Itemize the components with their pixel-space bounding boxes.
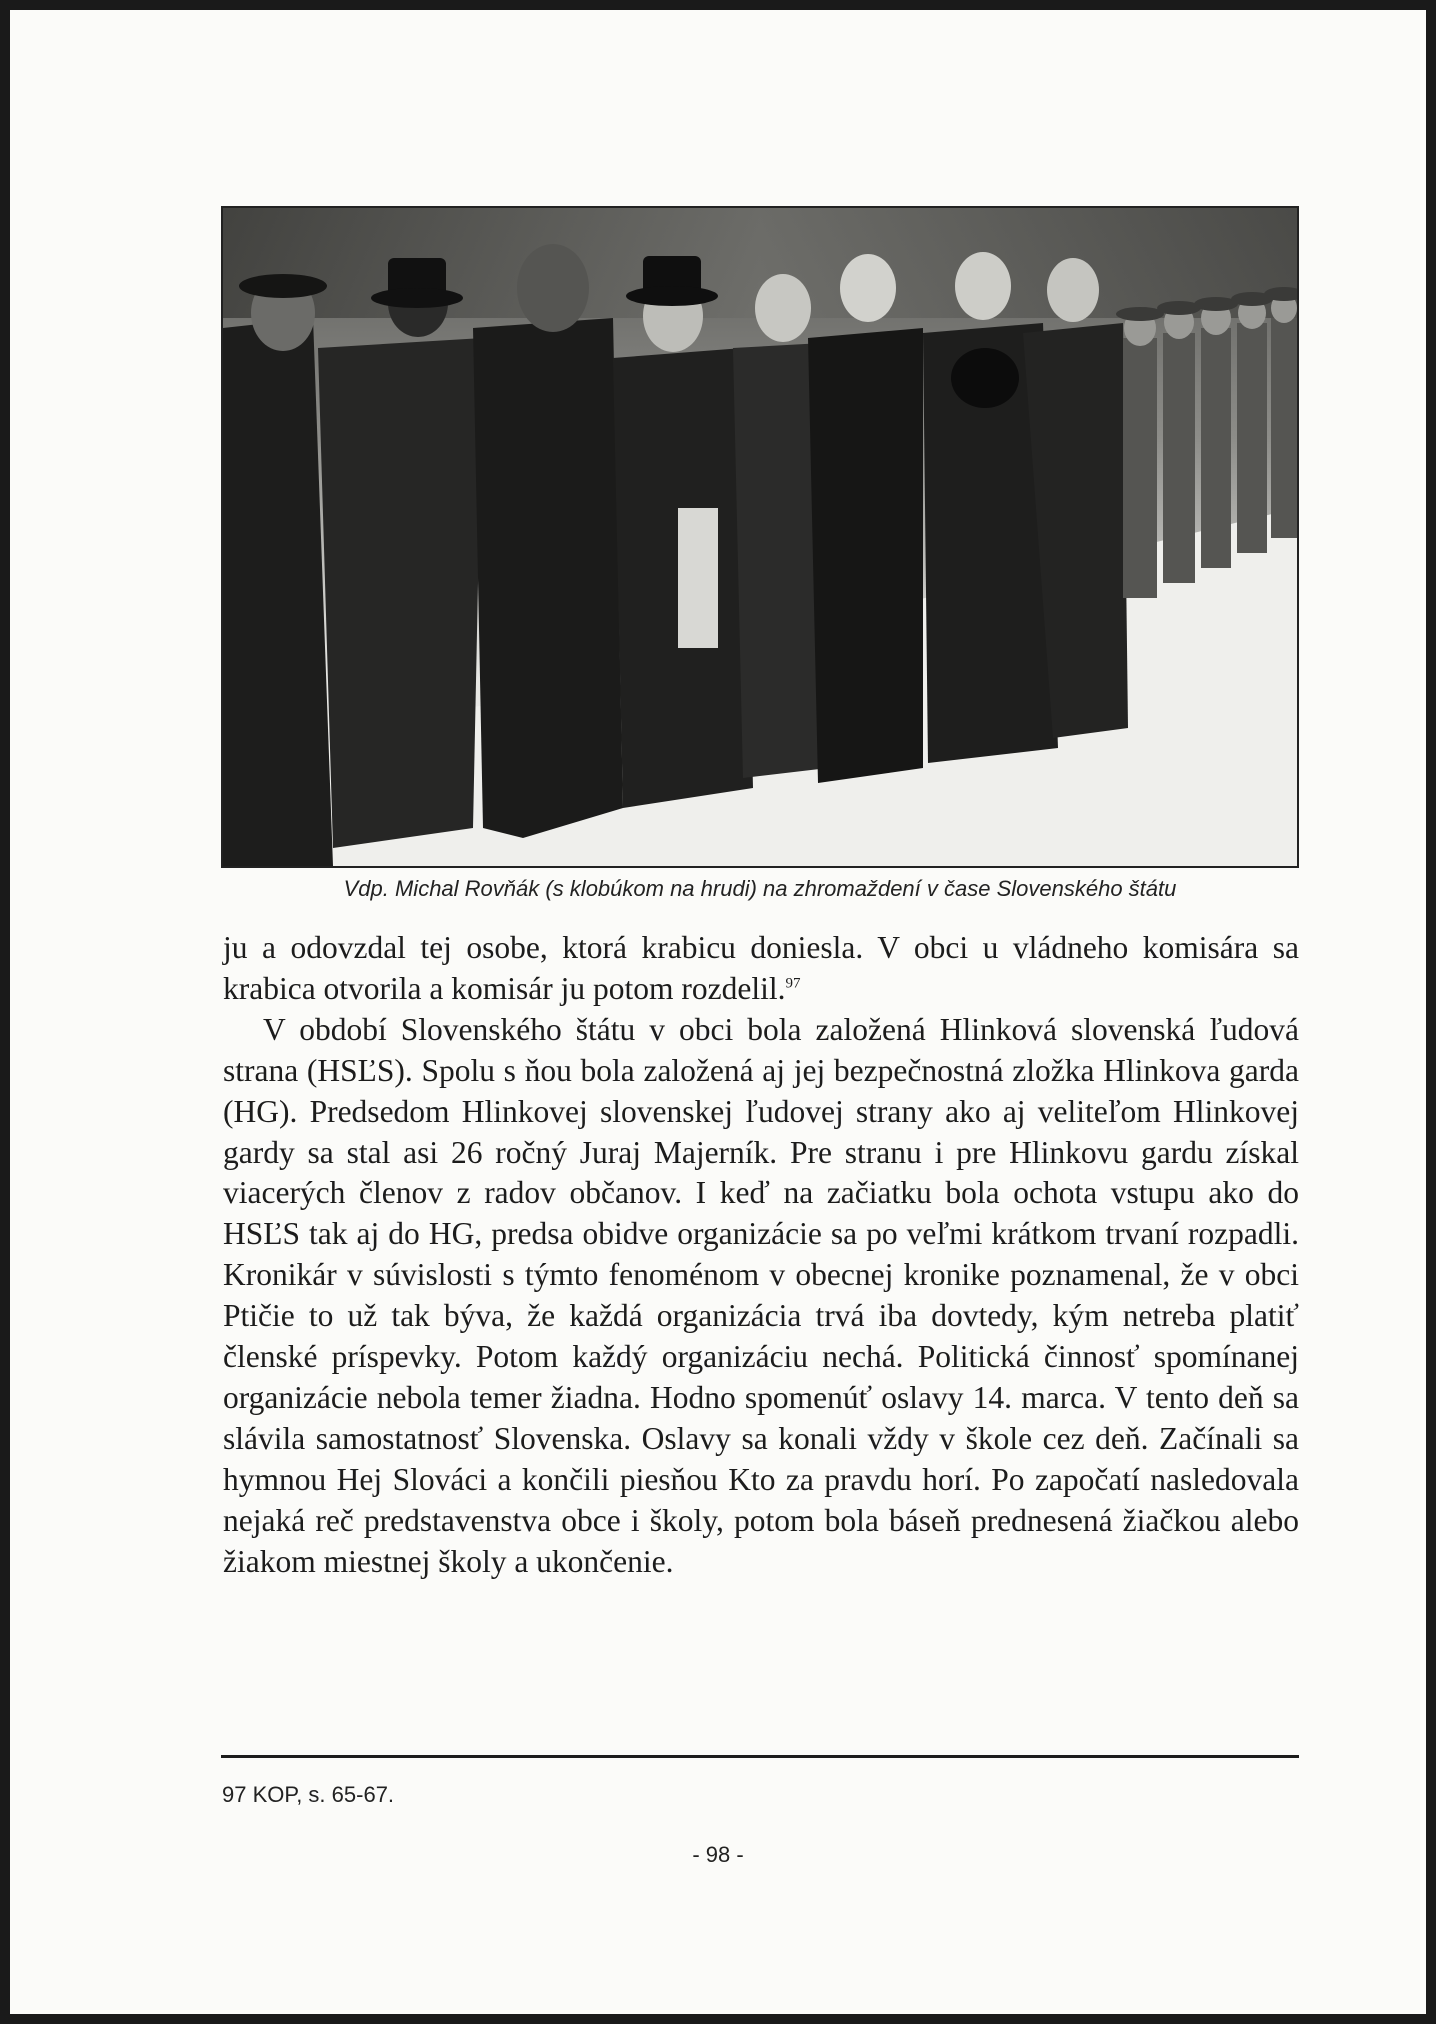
photo-caption: Vdp. Michal Rovňák (s klobúkom na hrudi) na zhromaždení v čase Slovenského štátu <box>343 876 1177 901</box>
body-text <box>223 928 1299 1583</box>
footnote-reference: 97 <box>785 975 801 992</box>
footnote: 97 KOP, s. 65-67. <box>222 1782 395 1807</box>
paragraph-2: V období Slovenského štátu v obci bola založená Hlinková slovenská ľudová strana (HSĽS). Spolu s ňou bola založená aj jej bezpečnostná zložka Hlinkova garda (HG). Predsedom Hlinkovej slovenskej ľudovej strany ako aj veliteľom Hlinkovej gardy sa stal asi 26 ročný Juraj Majerník. Pre stranu i pre Hlinkovu gardu získal viacerých členov z radov občanov. I keď na začiatku bola ochota vstupu ako do HSĽS tak aj do HG, predsa obidve organizácie sa po veľmi krátkom trvaní rozpadli. Kronikár v súvislosti s týmto fenoménom v obecnej kronike poznamenal, že v obci Ptičie to už tak býva, že každá organizácia trvá iba dovtedy, kým netreba platiť členské príspevky. Potom každý organizáciu nechá. Politická činnosť spomínanej organizácie nebola temer žiadna. Hodno spomenúť oslavy 14. marca. V tento deň sa slávila samostatnosť Slovenska. Oslavy sa konali vždy v škole cez deň. Začínali sa hymnou Hej Slováci a končili piesňou Kto za pravdu horí. Po započatí nasledovala nejaká reč predstavenstva obce i školy, potom bola báseň prednesená žiačkou alebo žiakom miestnej školy a ukončenie. <box>223 1011 1299 1579</box>
page-number: - 98 - <box>692 1842 744 1867</box>
paragraph-1 <box>223 928 1299 1010</box>
group-photograph <box>221 206 1299 868</box>
document-page <box>10 10 1426 2014</box>
photograph-image <box>223 208 1297 866</box>
footnote-divider <box>221 1755 1299 1758</box>
paragraph-1-text: ju a odovzdal tej osobe, ktorá krabicu doniesla. V obci u vládneho komisára sa krabica otvorila a komisár ju potom rozdelil. <box>223 930 1299 1006</box>
